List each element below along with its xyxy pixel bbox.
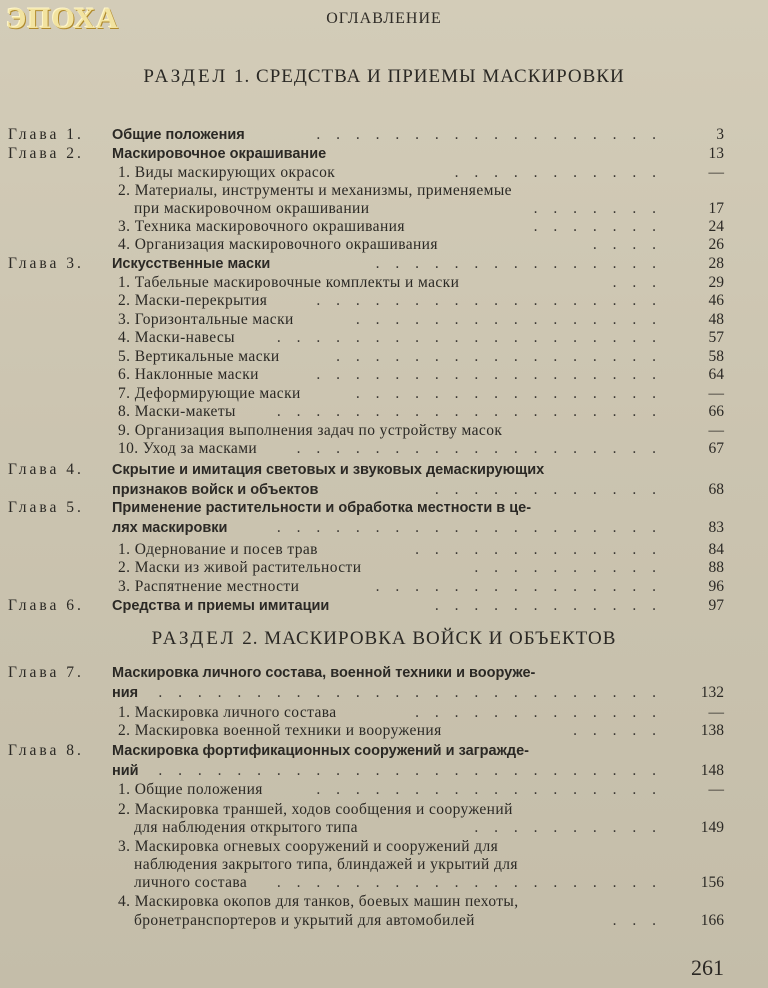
section-title: 2. Маскировка траншей, ходов сообщения и сооружений [118, 801, 513, 818]
section-title: 7. Деформирующие маски [118, 385, 301, 402]
section-title: 3. Распятнение местности [118, 578, 300, 595]
section-title: 2. Маски из живой растительности [118, 559, 362, 576]
chapter-label: Глава 4. [8, 461, 84, 478]
page-ref: 29 [708, 274, 724, 291]
page-ref: 64 [708, 366, 724, 383]
leader-dots: . . . . . . . . . . [474, 559, 662, 576]
section-title: 2. Материалы, инструменты и механизмы, применяемые [118, 182, 512, 199]
section-title: при маскировочном окрашивании [134, 200, 370, 217]
leader-dots: . . . . . . . . . . . . . . . . . . . . [276, 519, 662, 536]
section-title: 2. Маскировка военной техники и вооружения [118, 722, 442, 739]
leader-dots: . . . . . . . . . . . . . . . . . . . . . . . . . . [158, 762, 662, 779]
leader-dots: . . . . . . . . . . . . . . . . . . [316, 781, 662, 798]
section-title: бронетранспортеров и укрытий для автомобилей [134, 912, 475, 929]
section-title: наблюдения закрытого типа, блиндажей и укрытий для [134, 856, 518, 873]
page-ref: 67 [708, 440, 724, 457]
section-title: 5. Вертикальные маски [118, 348, 280, 365]
section-title: 1. Табельные маскировочные комплекты и маски [118, 274, 460, 291]
leader-dots: . . . . . . . . . . . [454, 164, 662, 181]
leader-dots: . . . . . . . . . . . . . . . . . . [316, 366, 662, 383]
section-title: 2. Маски-перекрытия [118, 292, 268, 309]
leader-dots: . . . . . . . . . . . . . [415, 541, 662, 558]
leader-dots: . . . [612, 912, 662, 929]
leader-dots: . . . . . . . . . . . . . . . . . . . . [276, 874, 662, 891]
page-ref: 3 [716, 126, 724, 143]
leader-dots: . . . . . . . . . . . . [434, 481, 662, 498]
section-title: 4. Маски-навесы [118, 329, 235, 346]
page-ref: 24 [708, 218, 724, 235]
leader-dots: . . . . . . . [533, 218, 662, 235]
leader-dots: . . . . . . . . . . . . . . . . . . [316, 126, 662, 143]
chapter-title: Маскировка личного состава, военной техники и вооруже- [112, 665, 536, 681]
page-ref: 148 [700, 762, 724, 779]
page-ref: 68 [708, 481, 724, 498]
page-ref: 48 [708, 311, 724, 328]
page-ref: 28 [708, 255, 724, 272]
leader-dots: . . . . . . . . . . . . [434, 597, 662, 614]
section-title: 1. Общие положения [118, 781, 263, 798]
toc-title: ОГЛАВЛЕНИЕ [326, 10, 442, 27]
leader-dots: . . . . . . . . . . . . . . . . . . . [296, 440, 662, 457]
chapter-label: Глава 5. [8, 499, 84, 516]
page-ref: 84 [708, 541, 724, 558]
page-ref: 132 [700, 684, 724, 701]
leader-dots: . . . . . . . . . . . . . . . [375, 578, 662, 595]
chapter-title: лях маскировки [112, 520, 228, 536]
page-ref: 88 [708, 559, 724, 576]
leader-dots: . . . . . . . . . . . . . . . . . . . . [276, 329, 662, 346]
page-ref: — [708, 704, 724, 721]
page-ref: 13 [708, 145, 724, 162]
page-number: 261 [691, 955, 724, 980]
section-title: 10. Уход за масками [118, 440, 258, 457]
section-title: 3. Техника маскировочного окрашивания [118, 218, 405, 235]
page-ref: 26 [708, 236, 724, 253]
chapter-title: Средства и приемы имитации [112, 598, 330, 614]
section-title: личного состава [134, 874, 248, 891]
section-label: РАЗДЕЛ [143, 66, 229, 87]
leader-dots: . . . . . . . . . . . . . . . . . . [316, 292, 662, 309]
section-title: 8. Маски-макеты [118, 403, 236, 420]
page-ref: 97 [708, 597, 724, 614]
leader-dots: . . . . . . . . . . . . . . . . . [336, 348, 662, 365]
leader-dots: . . . . . . . . . . . . . [415, 704, 662, 721]
leader-dots: . . . . . . . . . . [474, 819, 662, 836]
leader-dots: . . . [612, 274, 662, 291]
leader-dots: . . . . . . . . . . . . . . . . [355, 385, 662, 402]
section-title: 3. Горизонтальные маски [118, 311, 294, 328]
page-ref: 149 [700, 819, 724, 836]
chapter-label: Глава 1. [8, 126, 84, 143]
leader-dots: . . . . [592, 236, 662, 253]
chapter-label: Глава 7. [8, 664, 84, 681]
section-title: 9. Организация выполнения задач по устройству масок [118, 422, 503, 439]
section-title: 1. Виды маскирующих окрасок [118, 164, 336, 181]
section-title: для наблюдения открытого типа [134, 819, 358, 836]
page-ref: 57 [708, 329, 724, 346]
page-ref: — [708, 781, 724, 798]
chapter-label: Глава 2. [8, 145, 84, 162]
section-title: 4. Маскировка окопов для танков, боевых машин пехоты, [118, 893, 519, 910]
watermark-logo: ЭПОХА [6, 2, 120, 35]
chapter-title: Маскировка фортификационных сооружений и загражде- [112, 743, 529, 759]
leader-dots: . . . . . . . . . . . . . . . . . . . . [276, 403, 662, 420]
leader-dots: . . . . . [573, 722, 662, 739]
chapter-label: Глава 8. [8, 742, 84, 759]
chapter-title: Искусственные маски [112, 256, 271, 272]
chapter-title: признаков войск и объектов [112, 482, 319, 498]
page-ref: 166 [700, 912, 724, 929]
chapter-title: Применение растительности и обработка местности в це- [112, 500, 532, 516]
chapter-label: Глава 3. [8, 255, 84, 272]
page-ref: — [708, 385, 724, 402]
chapter-title: Скрытие и имитация световых и звуковых демаскирующих [112, 462, 545, 478]
section-title: 1. СРЕДСТВА И ПРИЕМЫ МАСКИРОВКИ [234, 66, 625, 87]
leader-dots: . . . . . . . . . . . . . . . . [355, 311, 662, 328]
page-ref: 156 [700, 874, 724, 891]
page-ref: 83 [708, 519, 724, 536]
page-ref: — [708, 422, 724, 439]
page-ref: 66 [708, 403, 724, 420]
page-ref: 46 [708, 292, 724, 309]
section-title: 6. Наклонные маски [118, 366, 259, 383]
page-ref: 96 [708, 578, 724, 595]
leader-dots: . . . . . . . [533, 200, 662, 217]
chapter-title: Общие положения [112, 127, 245, 143]
page-ref: — [708, 164, 724, 181]
section-title: 3. Маскировка огневых сооружений и сооружений для [118, 838, 499, 855]
section-2-heading [0, 628, 768, 650]
section-title: 4. Организация маскировочного окрашивания [118, 236, 438, 253]
section-1-heading [0, 66, 768, 88]
section-title: 1. Маскировка личного состава [118, 704, 337, 721]
page-ref: 17 [708, 200, 724, 217]
chapter-title: ний [112, 763, 139, 779]
chapter-label: Глава 6. [8, 597, 84, 614]
chapter-title: ния [112, 685, 139, 701]
section-label: РАЗДЕЛ [151, 628, 237, 649]
section-title: 2. МАСКИРОВКА ВОЙСК И ОБЪЕКТОВ [242, 628, 617, 649]
leader-dots: . . . . . . . . . . . . . . . . . . . . . . . . . . [158, 684, 662, 701]
page-ref: 58 [708, 348, 724, 365]
chapter-title: Маскировочное окрашивание [112, 146, 327, 162]
section-title: 1. Одернование и посев трав [118, 541, 318, 558]
page-ref: 138 [700, 722, 724, 739]
leader-dots: . . . . . . . . . . . . . . . [375, 255, 662, 272]
